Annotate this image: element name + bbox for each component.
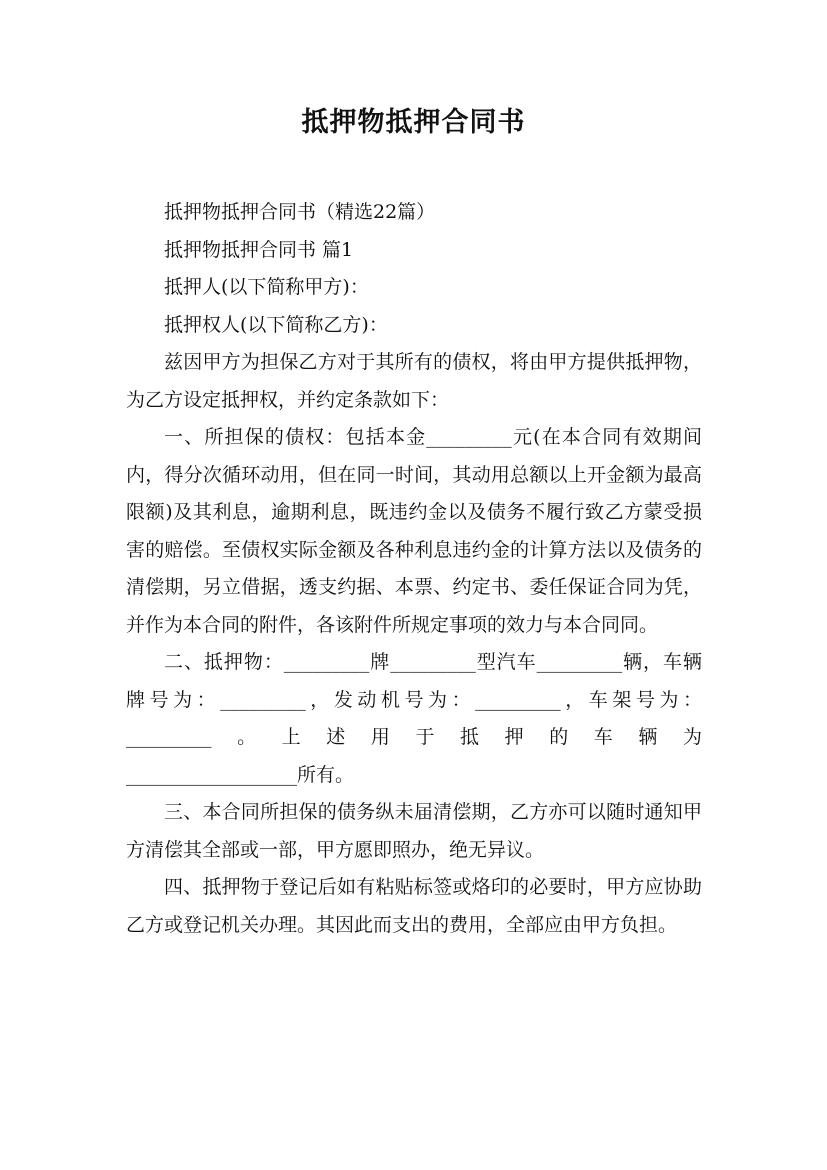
paragraph-clause-3: 三、本合同所担保的债务纵未届清偿期，乙方亦可以随时通知甲方清偿其全部或一部，甲方愿即照办，绝无异议。 bbox=[126, 801, 702, 861]
document-title: 抵押物抵押合同书 bbox=[301, 107, 526, 138]
paragraph-subtitle: 抵押物抵押合同书（精选22篇） bbox=[164, 201, 436, 223]
paragraph-clause-1: 一、所担保的债权：包括本金_________元(在本合同有效期间内，得分次循环动用，但在同一时间，其动用总额以上开金额为最高限额)及其利息，逾期利息，既违约金以及债务不履行致乙方蒙受损害的赔偿。至债权实际金额及各种利息违约金的计算方法以及债务的清偿期，另立借据，透支约据、本票、约定书、委任保证合同为凭，并作为本合同的附件，各该附件所规定事项的效力与本合同同。 bbox=[126, 426, 702, 636]
paragraph-clause-2: 二、抵押物：_________牌_________型汽车_________辆，车辆牌号为：_________，发动机号为：_________，车架号为：_________。上述用于抵押的车辆为 bbox=[126, 651, 702, 748]
paragraph-mortgagor: 抵押人(以下简称甲方)： bbox=[164, 276, 369, 298]
paragraph-preamble: 兹因甲方为担保乙方对于其所有的债权，将由甲方提供抵押物，为乙方设定抵押权，并约定条款如下： bbox=[126, 351, 702, 411]
document-body bbox=[126, 194, 702, 944]
paragraph-section-heading: 抵押物抵押合同书 篇1 bbox=[164, 238, 354, 261]
paragraph-clause-4: 四、抵押物于登记后如有粘贴标签或烙印的必要时，甲方应协助乙方或登记机关办理。其因此而支出的费用，全部应由甲方负担。 bbox=[126, 876, 702, 936]
paragraph-clause-2-owner: __________________所有。 bbox=[126, 763, 355, 786]
paragraph-mortgagee: 抵押权人(以下简称乙方)： bbox=[164, 313, 388, 336]
